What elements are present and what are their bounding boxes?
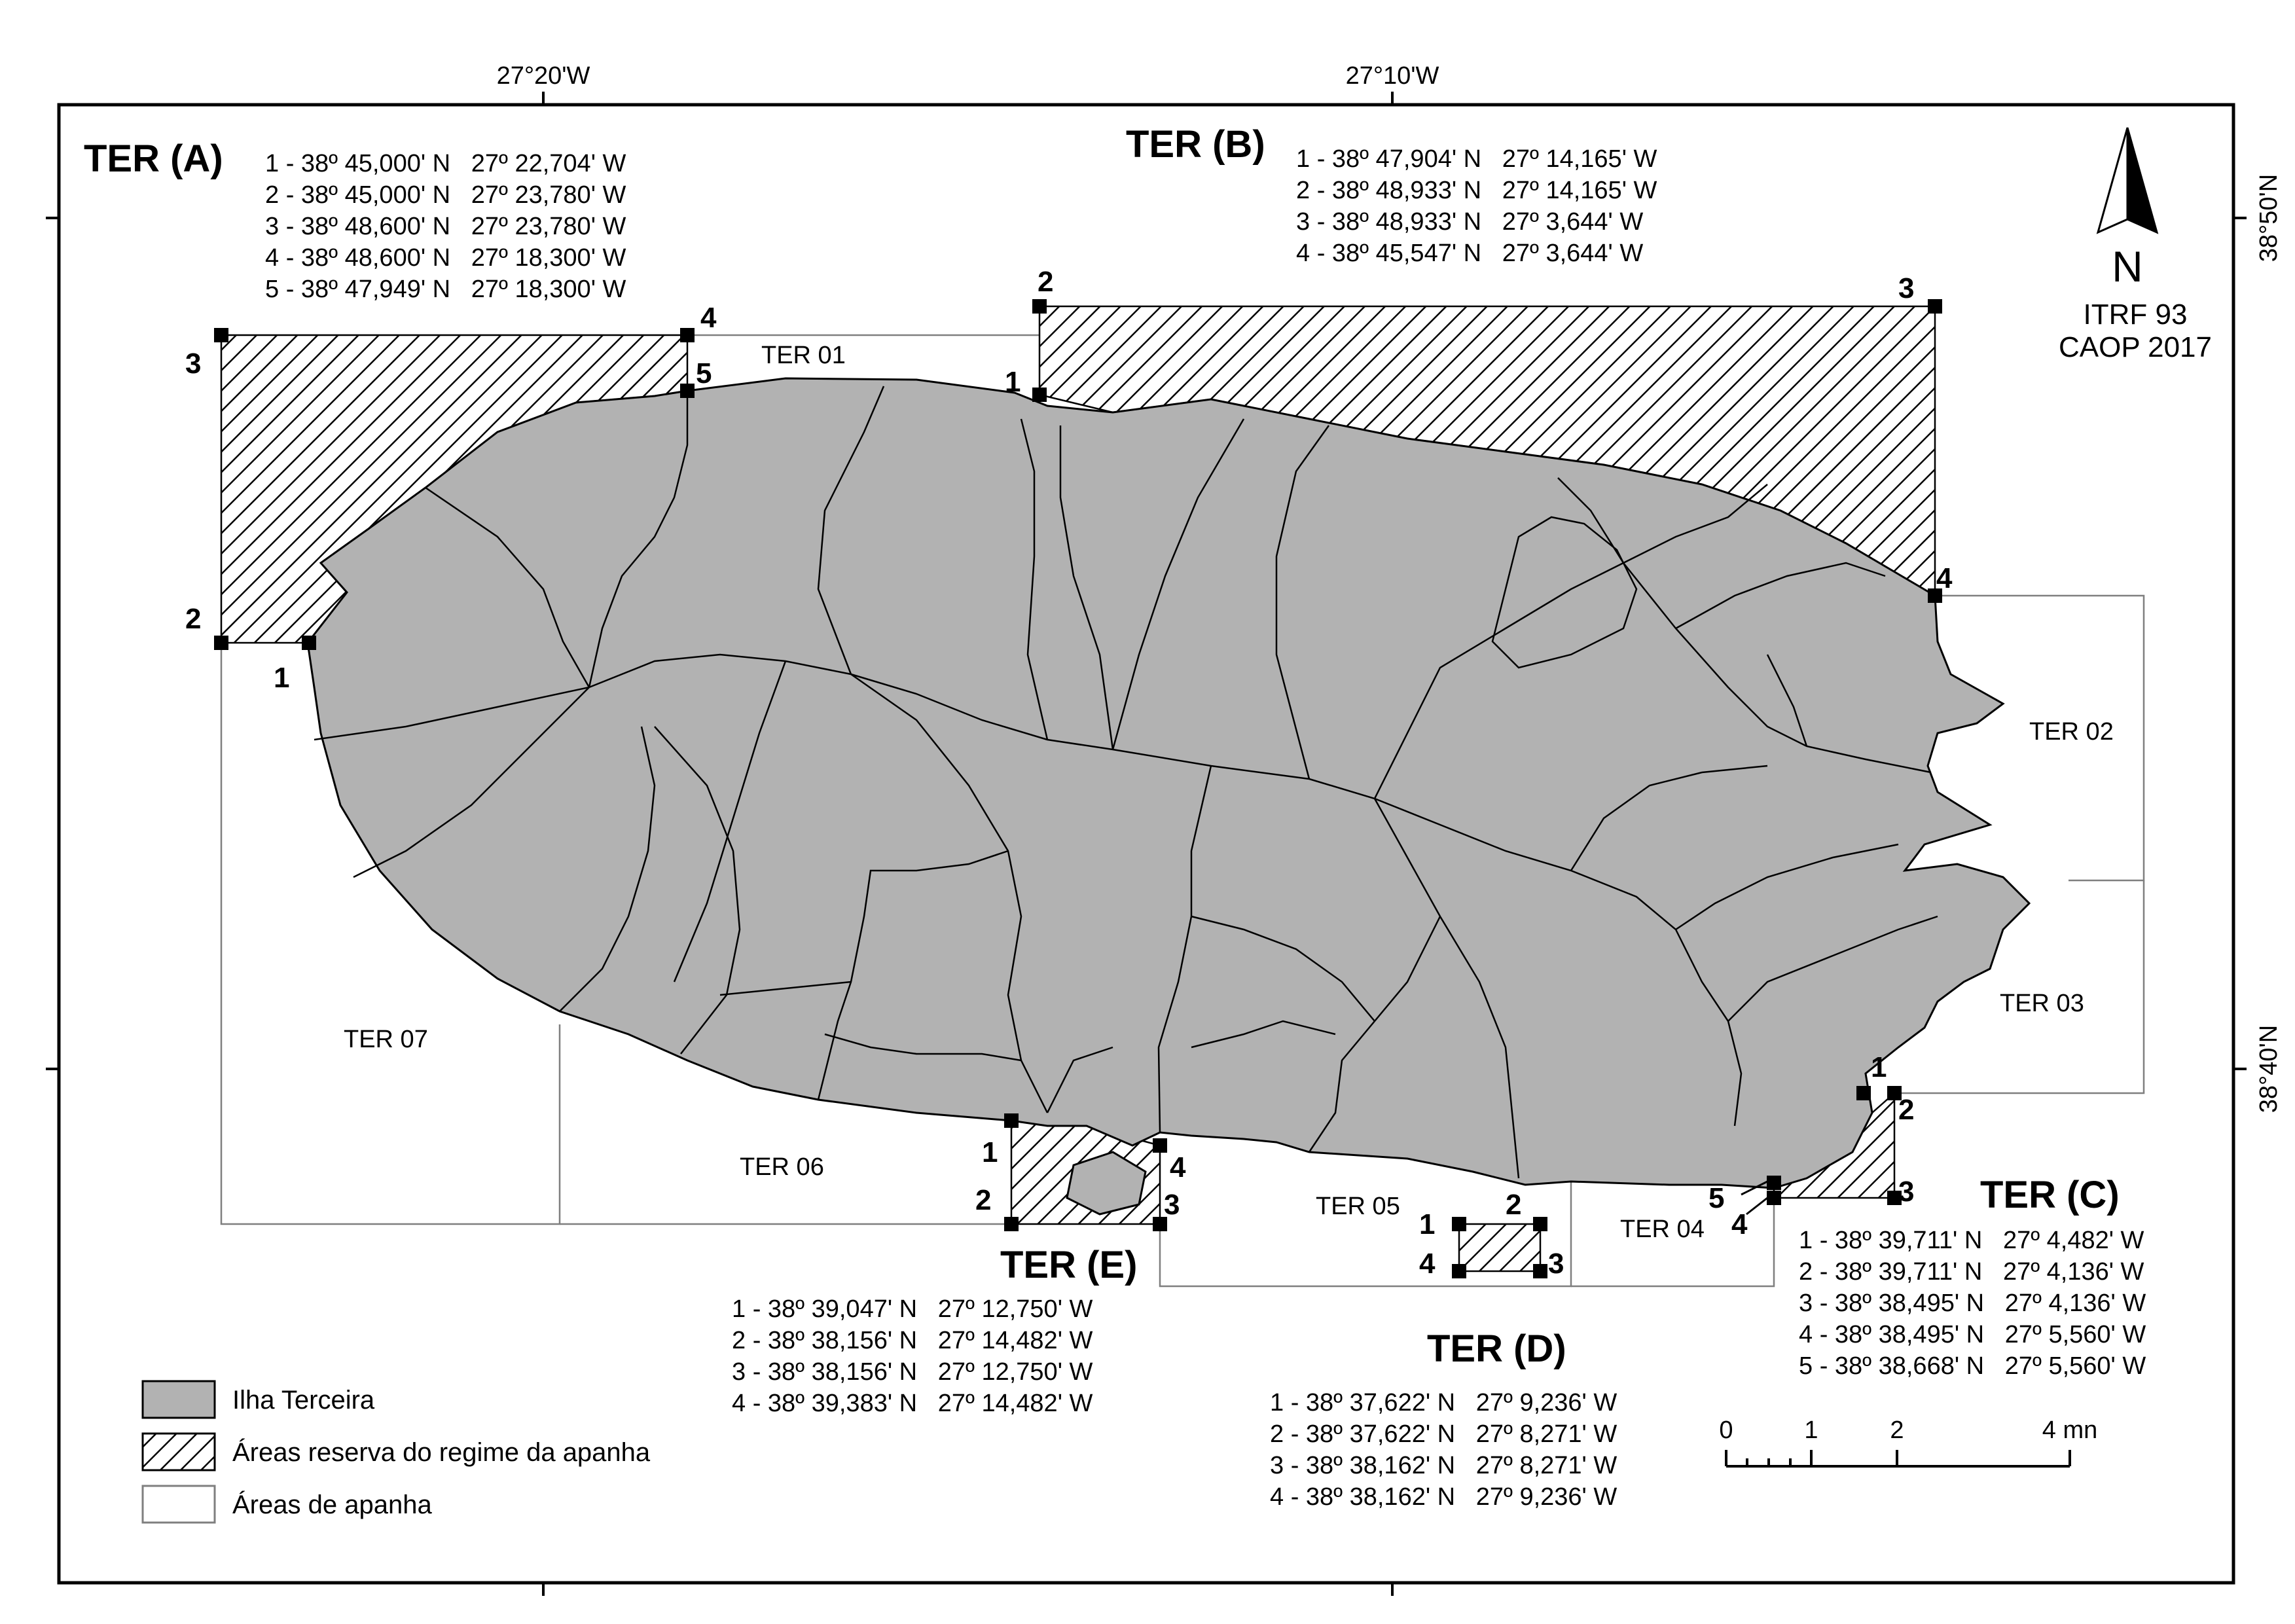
reserve-B-title: TER (B) xyxy=(1126,123,1265,166)
point-label-E4: 4 xyxy=(1170,1151,1186,1183)
reserve-D-title: TER (D) xyxy=(1427,1327,1566,1370)
reserve-A-coord: 1 - 38º 45,000' N 27º 22,704' W xyxy=(265,150,626,177)
lon-label-right: 27°10'W xyxy=(1345,62,1439,90)
reserve-E-coord: 3 - 38º 38,156' N 27º 12,750' W xyxy=(732,1358,1093,1386)
marker-B1 xyxy=(1032,388,1047,402)
reserve-B-coord: 4 - 38º 45,547' N 27º 3,644' W xyxy=(1296,240,1644,267)
zone-label-ter04: TER 04 xyxy=(1620,1216,1705,1243)
scale-tick-1: 1 xyxy=(1804,1416,1818,1444)
zone-label-ter07: TER 07 xyxy=(344,1026,428,1053)
point-label-D1: 1 xyxy=(1419,1208,1436,1240)
scale-tick-2: 2 xyxy=(1890,1416,1904,1444)
marker-A2 xyxy=(214,636,228,650)
reserve-D-coord: 2 - 38º 37,622' N 27º 8,271' W xyxy=(1270,1420,1617,1448)
legend-label-harvest: Áreas de apanha xyxy=(232,1490,432,1519)
point-label-D2: 2 xyxy=(1506,1189,1522,1221)
marker-C4 xyxy=(1767,1191,1781,1205)
marker-D4 xyxy=(1452,1264,1466,1278)
marker-A1 xyxy=(302,636,316,650)
point-label-A4: 4 xyxy=(700,302,717,334)
point-label-B3: 3 xyxy=(1898,272,1915,304)
reserve-A-title: TER (A) xyxy=(84,137,223,180)
point-label-E3: 3 xyxy=(1164,1189,1180,1221)
marker-A4 xyxy=(680,328,695,342)
reserve-E-title: TER (E) xyxy=(1000,1244,1138,1286)
reserve-A-coord: 5 - 38º 47,949' N 27º 18,300' W xyxy=(265,276,626,303)
reserve-A-coord: 3 - 38º 48,600' N 27º 23,780' W xyxy=(265,213,626,240)
point-label-C2: 2 xyxy=(1898,1094,1915,1126)
reserve-C-title: TER (C) xyxy=(1980,1174,2120,1216)
point-label-A1: 1 xyxy=(274,662,290,694)
point-label-A3: 3 xyxy=(185,348,202,380)
marker-D2 xyxy=(1533,1217,1547,1231)
reserve-B-coord: 1 - 38º 47,904' N 27º 14,165' W xyxy=(1296,145,1657,173)
marker-B2 xyxy=(1032,299,1047,314)
point-label-E2: 2 xyxy=(975,1184,992,1216)
reserve-C-coord: 1 - 38º 39,711' N 27º 4,482' W xyxy=(1799,1227,2144,1254)
point-label-C5: 5 xyxy=(1708,1182,1725,1214)
point-label-A5: 5 xyxy=(696,357,712,389)
marker-C5 xyxy=(1767,1176,1781,1190)
reserve-D-coord: 4 - 38º 38,162' N 27º 9,236' W xyxy=(1270,1483,1617,1511)
marker-C1 xyxy=(1856,1086,1871,1100)
point-label-C1: 1 xyxy=(1871,1051,1887,1083)
lat-label-top: 38°50'N xyxy=(2255,173,2283,262)
zone-label-ter01: TER 01 xyxy=(761,342,846,369)
point-label-B1: 1 xyxy=(1005,366,1021,398)
reserve-B-coord: 3 - 38º 48,933' N 27º 3,644' W xyxy=(1296,208,1644,236)
legend-label-island: Ilha Terceira xyxy=(232,1386,375,1415)
legend-swatch-reserve xyxy=(143,1434,215,1470)
north-arrow-letter: N xyxy=(2112,242,2143,291)
reserve-A-coord: 2 - 38º 45,000' N 27º 23,780' W xyxy=(265,181,626,209)
zone-label-ter06: TER 06 xyxy=(740,1153,824,1181)
legend-swatch-harvest xyxy=(143,1486,215,1523)
point-label-A2: 2 xyxy=(185,603,202,635)
lat-label-bottom: 38°40'N xyxy=(2255,1024,2283,1113)
scale-tick-0: 0 xyxy=(1719,1416,1733,1444)
point-label-C4: 4 xyxy=(1731,1208,1748,1240)
reserve-E-coord: 2 - 38º 38,156' N 27º 14,482' W xyxy=(732,1327,1093,1354)
zone-label-ter03: TER 03 xyxy=(2000,990,2084,1017)
point-label-D3: 3 xyxy=(1548,1248,1564,1280)
marker-A3 xyxy=(214,328,228,342)
legend-swatch-island xyxy=(143,1381,215,1418)
reserve-C-coord: 2 - 38º 39,711' N 27º 4,136' W xyxy=(1799,1258,2144,1286)
datum-line-1: ITRF 93 xyxy=(2083,298,2188,331)
scale-tick-3: 4 mn xyxy=(2042,1416,2098,1444)
point-label-E1: 1 xyxy=(982,1136,998,1168)
point-label-B4: 4 xyxy=(1936,562,1953,594)
marker-E1 xyxy=(1004,1113,1019,1128)
reserve-B-coord: 2 - 38º 48,933' N 27º 14,165' W xyxy=(1296,177,1657,204)
legend-label-reserve: Áreas reserva do regime da apanha xyxy=(232,1438,651,1467)
reserve-A-coord: 4 - 38º 48,600' N 27º 18,300' W xyxy=(265,244,626,272)
lon-label-left: 27°20'W xyxy=(496,62,590,90)
reserve-area-D xyxy=(1459,1224,1540,1271)
zone-label-ter02: TER 02 xyxy=(2029,718,2114,746)
reserve-D-coord: 1 - 38º 37,622' N 27º 9,236' W xyxy=(1270,1389,1617,1416)
zone-label-ter05: TER 05 xyxy=(1316,1193,1400,1220)
point-label-B2: 2 xyxy=(1038,266,1054,298)
point-label-D4: 4 xyxy=(1419,1248,1436,1280)
point-label-C3: 3 xyxy=(1898,1176,1915,1208)
marker-E2 xyxy=(1004,1217,1019,1231)
marker-D1 xyxy=(1452,1217,1466,1231)
marker-D3 xyxy=(1533,1264,1547,1278)
reserve-C-coord: 3 - 38º 38,495' N 27º 4,136' W xyxy=(1799,1290,2146,1317)
reserve-C-coord: 4 - 38º 38,495' N 27º 5,560' W xyxy=(1799,1321,2146,1348)
marker-A5 xyxy=(680,384,695,398)
datum-line-2: CAOP 2017 xyxy=(2058,331,2213,363)
reserve-E-coord: 1 - 38º 39,047' N 27º 12,750' W xyxy=(732,1295,1093,1323)
reserve-D-coord: 3 - 38º 38,162' N 27º 8,271' W xyxy=(1270,1452,1617,1479)
marker-E4 xyxy=(1153,1138,1167,1153)
marker-B3 xyxy=(1928,299,1942,314)
reserve-C-coord: 5 - 38º 38,668' N 27º 5,560' W xyxy=(1799,1352,2146,1380)
reserve-E-coord: 4 - 38º 39,383' N 27º 14,482' W xyxy=(732,1390,1093,1417)
